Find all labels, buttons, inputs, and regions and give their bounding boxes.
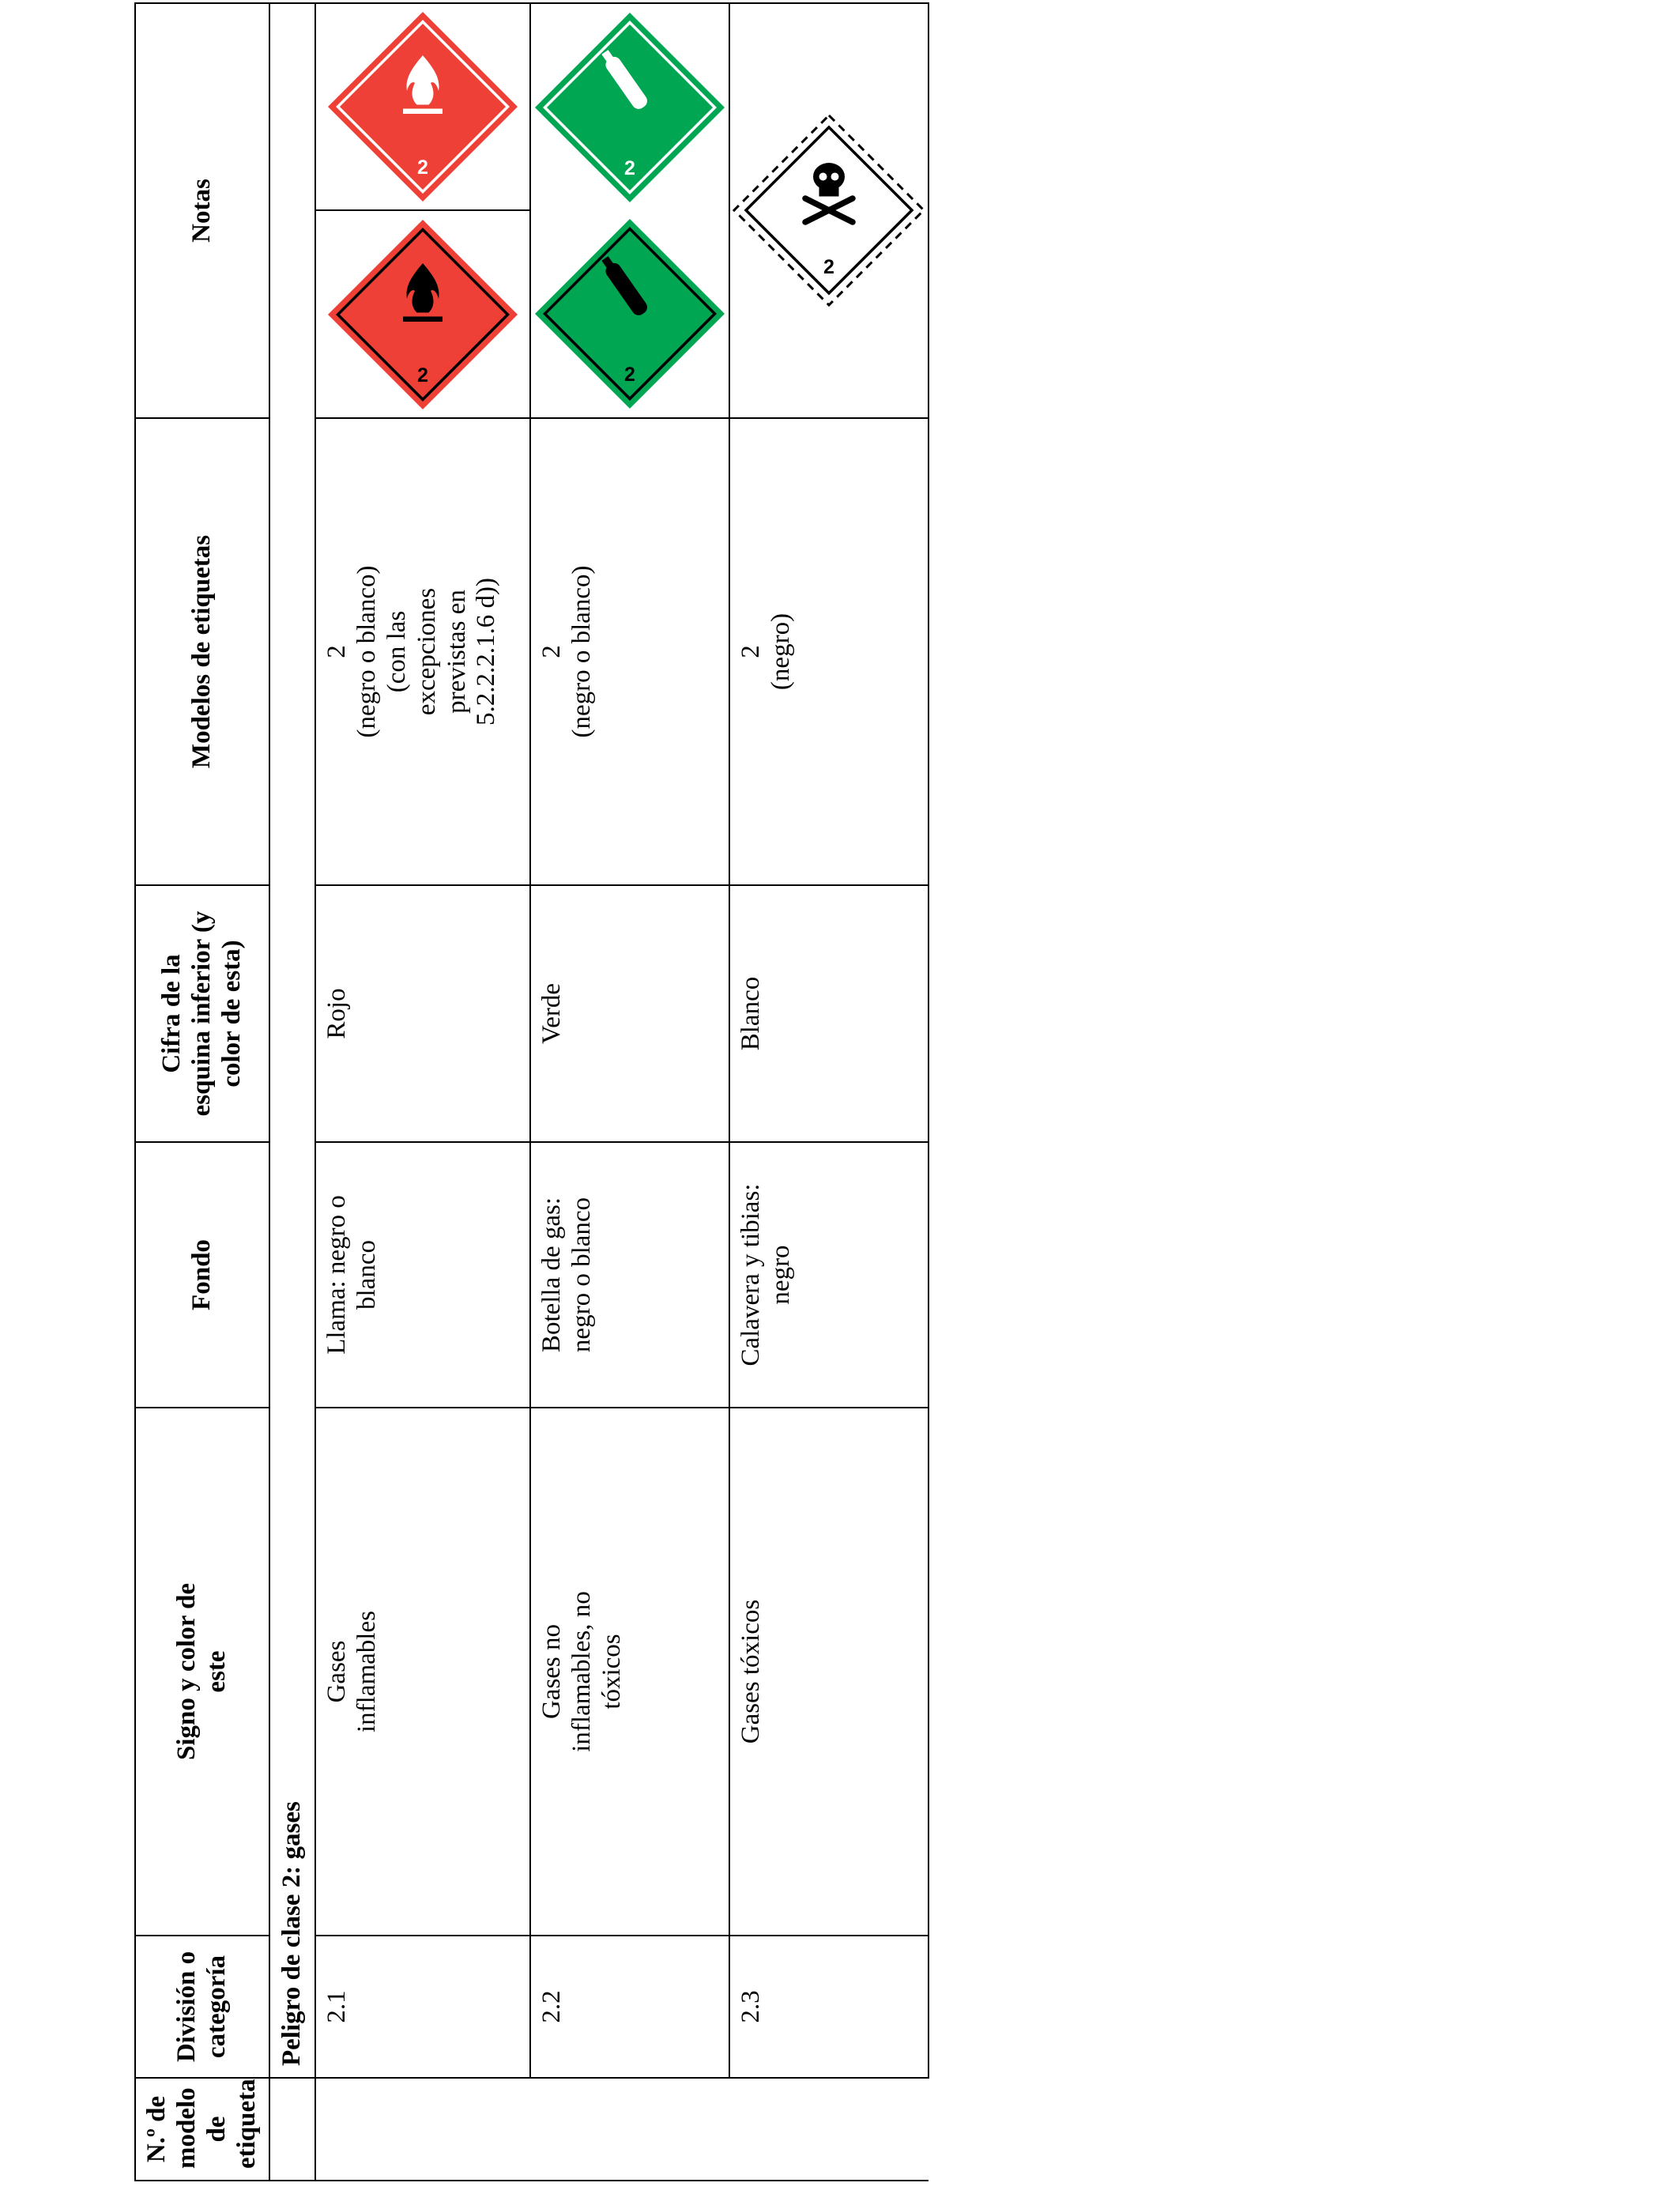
- cell-label-models: [729, 3, 929, 418]
- header-notes: Notas: [135, 3, 269, 418]
- cell-num: 2.1: [315, 1936, 530, 2078]
- section-row: [269, 3, 315, 2181]
- cell-figure-line: excepciones: [412, 587, 441, 716]
- cell-num: 2.3: [729, 1936, 929, 2078]
- header-num-line: modelo de: [171, 2087, 231, 2169]
- header-row: [135, 3, 269, 2181]
- cell-division-line: Gases: [322, 1640, 351, 1703]
- svg-text:2: 2: [823, 256, 834, 279]
- header-figure-line: esquina inferior (y: [186, 910, 216, 1117]
- labels-table: [134, 2, 929, 2181]
- label-model-white-symbol: [531, 4, 729, 211]
- cell-figure-line: previstas en: [442, 590, 471, 714]
- svg-text:2: 2: [623, 364, 635, 386]
- header-models: Modelos de etiquetas: [135, 418, 269, 885]
- header-symbol-line: Signo y color de: [171, 1583, 201, 1760]
- rotated-table-container: [134, 4, 909, 2181]
- cell-symbol: [530, 1142, 729, 1408]
- table-row: [530, 3, 729, 2181]
- flame-icon: [324, 216, 522, 413]
- header-symbol-line: este: [202, 1650, 231, 1693]
- row-spacer: [729, 2078, 929, 2181]
- header-num-line: etiqueta: [232, 2079, 261, 2169]
- cell-label-models: [530, 3, 729, 418]
- cell-figure-line: (negro): [766, 613, 795, 691]
- label-model-toxic: [730, 4, 928, 417]
- svg-text:2: 2: [623, 156, 635, 179]
- table-row: [315, 3, 530, 2181]
- cell-num: 2.2: [530, 1936, 729, 2078]
- header-division-line: División o: [171, 1951, 201, 2063]
- row-spacer: [315, 2078, 530, 2181]
- cell-symbol-line: Calavera y tibias:: [736, 1183, 765, 1367]
- cell-symbol-line: Botella de gas:: [537, 1197, 566, 1353]
- cell-division: [530, 1408, 729, 1936]
- label-model-white-symbol: [316, 4, 529, 212]
- table-row: [729, 3, 929, 2181]
- header-figure-line: color de esta): [217, 940, 246, 1088]
- label-model-black-symbol: [531, 211, 729, 418]
- header-background: Fondo: [135, 1142, 269, 1408]
- cell-division-line: inflamables: [352, 1611, 381, 1732]
- cell-figure: [530, 418, 729, 885]
- cell-figure-line: (negro o blanco): [567, 565, 596, 738]
- cell-figure: [315, 418, 530, 885]
- header-figure-line: Cifra de la: [156, 954, 186, 1073]
- cell-label-models: [315, 3, 530, 418]
- cell-symbol: [729, 1142, 929, 1408]
- flame-icon: [324, 8, 522, 205]
- header-division-line: categoría: [202, 1955, 231, 2059]
- header-division: [135, 1936, 269, 2078]
- header-symbol: [135, 1408, 269, 1936]
- gas-cylinder-icon: [531, 9, 729, 206]
- header-num: [135, 2078, 269, 2181]
- cell-figure-line: 5.2.2.2.1.6 d)): [472, 578, 501, 726]
- cell-figure-line: (negro o blanco): [352, 565, 381, 738]
- header-figure: [135, 885, 269, 1142]
- cell-background: Rojo: [315, 885, 530, 1142]
- cell-division-line: Gases tóxicos: [736, 1599, 765, 1744]
- label-model-black-symbol: [316, 212, 529, 418]
- cell-background: Blanco: [729, 885, 929, 1142]
- cell-symbol: [315, 1142, 530, 1408]
- cell-division: [315, 1408, 530, 1936]
- cell-division-line: tóxicos: [597, 1634, 626, 1710]
- cell-figure-line: 2: [537, 645, 566, 658]
- section-spacer: [269, 2078, 315, 2181]
- cell-division-line: inflamables, no: [567, 1591, 596, 1752]
- cell-symbol-line: negro: [766, 1245, 795, 1305]
- gas-cylinder-icon: [531, 215, 729, 413]
- header-num-line: N.º de: [142, 2095, 171, 2163]
- skull-crossbones-icon: [730, 112, 928, 310]
- cell-figure-line: (con las: [382, 610, 411, 693]
- cell-background: Verde: [530, 885, 729, 1142]
- section-title: Peligro de clase 2: gases: [269, 3, 315, 2078]
- cell-symbol-line: negro o blanco: [567, 1197, 596, 1353]
- row-spacer: [530, 2078, 729, 2181]
- cell-division: [729, 1408, 929, 1936]
- svg-text:2: 2: [416, 156, 428, 179]
- cell-figure-line: 2: [736, 645, 765, 658]
- cell-figure-line: 2: [322, 645, 351, 658]
- cell-figure: [729, 418, 929, 885]
- cell-symbol-line: blanco: [352, 1240, 381, 1310]
- svg-text:2: 2: [416, 364, 428, 386]
- cell-division-line: Gases no: [537, 1623, 566, 1720]
- cell-symbol-line: Llama: negro o: [322, 1195, 351, 1355]
